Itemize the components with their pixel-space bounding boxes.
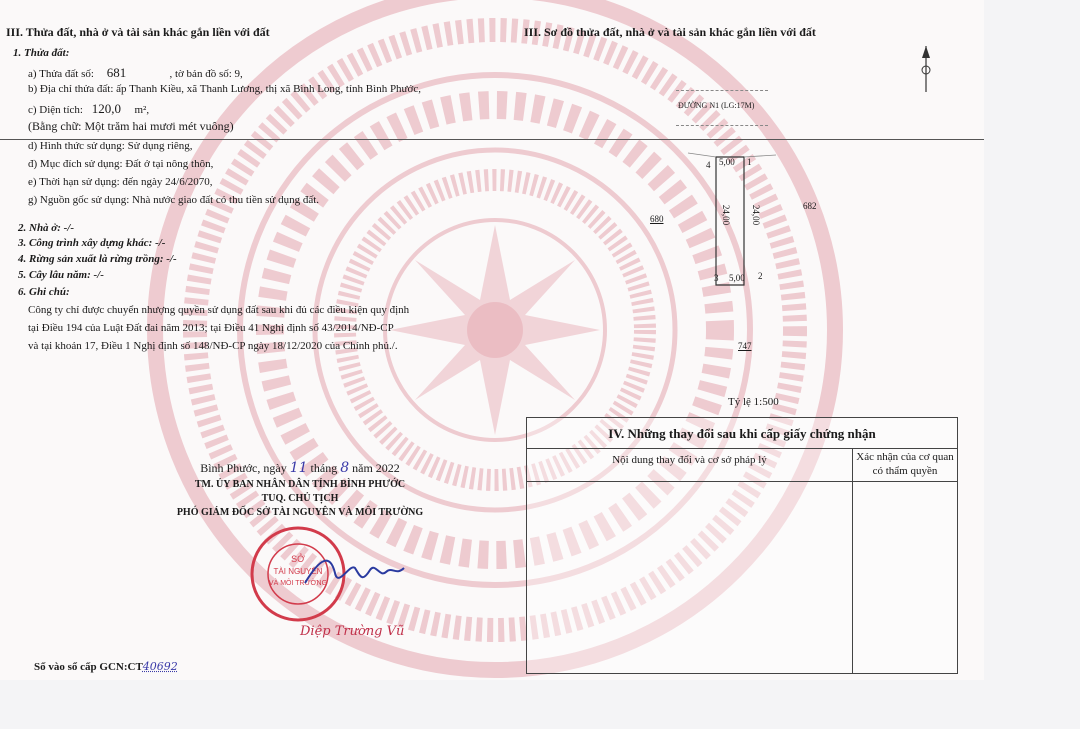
house-item: 2. Nhà ở: -/- (18, 222, 75, 234)
road-label: ĐƯỜNG N1 (LG:17M) (678, 101, 755, 110)
land-diagram-heading: III. Sơ đồ thửa đất, nhà ở và tài sản khác gắn liền với đất (524, 25, 816, 39)
parcel-number: 681 (106, 65, 127, 80)
right-edge-length: 24,00 (751, 204, 762, 226)
parcel-address: b) Địa chỉ thửa đất: ấp Thanh Kiều, xã Thanh Lương, thị xã Bình Long, tỉnh Bình Phước, (28, 83, 421, 95)
parcel-number-row (28, 65, 243, 81)
note-line-2: tại Điều 194 của Luật Đất đai năm 2013; tại Điều 41 Nghị định số 43/2014/NĐ-CP (28, 322, 394, 334)
area-row (28, 101, 149, 117)
use-form: d) Hình thức sử dụng: Sử dụng riêng, (28, 140, 193, 152)
authority-line: TM. ỦY BAN NHÂN DÂN TỈNH BÌNH PHƯỚC (194, 479, 406, 490)
vertex-1: 1 (747, 157, 752, 167)
vertex-3: 3 (714, 273, 719, 283)
map-scale: Tỷ lệ 1:500 (728, 396, 779, 408)
section-1-label: 1. Thửa đất: (13, 47, 70, 59)
construction-item: 3. Công trình xây dựng khác: -/- (18, 237, 166, 249)
authorization-line: TUQ. CHỦ TỊCH (261, 493, 339, 504)
area-label: c) Diện tích: (28, 104, 83, 116)
road-edge-top (676, 90, 768, 91)
handwritten-signature (300, 548, 410, 598)
register-value: 40692 (142, 660, 178, 673)
issue-month: 8 (340, 460, 350, 476)
neighbor-parcel-747: 747 (738, 341, 752, 351)
neighbor-parcel-682: 682 (803, 201, 817, 211)
section-3-heading: III. Thửa đất, nhà ở và tài sản khác gắn liền với đất (6, 25, 270, 39)
top-edge-length: 5,00 (719, 157, 735, 167)
area-value: 120,0 (91, 101, 121, 116)
issue-date (150, 460, 450, 476)
note-line-3: và tại khoản 17, Điều 1 Nghị định số 148/NĐ-CP ngày 18/12/2020 của Chính phủ./. (28, 340, 398, 352)
signer-name: Diệp Trường Vũ (300, 624, 405, 639)
changes-table (526, 417, 958, 674)
use-purpose: đ) Mục đích sử dụng: Đất ở tại nông thôn, (28, 158, 214, 170)
authority-header-line2: có thẩm quyền (872, 465, 938, 477)
issue-year: năm 2022 (352, 461, 400, 475)
authority-header-line1: Xác nhận của cơ quan (856, 451, 954, 463)
date-prefix: Bình Phước, ngày (200, 461, 287, 475)
area-in-words: (Bằng chữ: Một trăm hai mươi mét vuông) (28, 119, 234, 133)
use-origin: g) Nguồn gốc sử dụng: Nhà nước giao đất có thu tiền sử dụng đất. (28, 194, 320, 206)
vertex-2: 2 (758, 271, 763, 281)
vertex-4: 4 (706, 160, 711, 170)
register-label: Số vào sổ cấp GCN:CT (34, 661, 143, 673)
authority-confirmation-header (853, 450, 957, 478)
neighbor-parcel-680: 680 (650, 214, 664, 224)
signature-block (150, 460, 450, 518)
north-arrow-icon (915, 44, 937, 94)
changes-table-divider (852, 448, 853, 673)
bottom-edge-length: 5,00 (729, 273, 745, 283)
seal-text-1: SỞ (291, 554, 305, 564)
change-content-header: Nội dung thay đổi và cơ sở pháp lý (612, 454, 767, 466)
notes-label: 6. Ghi chú: (18, 286, 70, 298)
signer-title: PHÓ GIÁM ĐỐC SỞ TÀI NGUYÊN VÀ MÔI TRƯỜNG (176, 507, 424, 518)
issue-day: 11 (289, 460, 308, 476)
seal-text-2: TÀI NGUYÊN (273, 567, 323, 576)
changes-table-title: IV. Những thay đổi sau khi cấp giấy chứng nhận (608, 426, 876, 441)
perennial-item: 5. Cây lâu năm: -/- (18, 269, 104, 281)
use-term: e) Thời hạn sử dụng: đến ngày 24/6/2070, (28, 176, 213, 188)
seal-text-3: VÀ MÔI TRƯỜNG (268, 580, 328, 587)
map-sheet: , tờ bản đồ số: 9, (169, 68, 243, 80)
parcel-number-label: a) Thửa đất số: (28, 68, 94, 80)
area-unit: m², (134, 104, 150, 116)
forest-item: 4. Rừng sản xuất là rừng trồng: -/- (18, 253, 177, 265)
register-number (34, 660, 178, 673)
month-label: tháng (310, 461, 338, 475)
left-edge-length: 24,00 (721, 204, 732, 226)
road-edge-bottom (676, 125, 768, 126)
note-line-1: Công ty chỉ được chuyển nhượng quyền sử dụng đất sau khi đủ các điều kiện quy định (28, 304, 410, 316)
